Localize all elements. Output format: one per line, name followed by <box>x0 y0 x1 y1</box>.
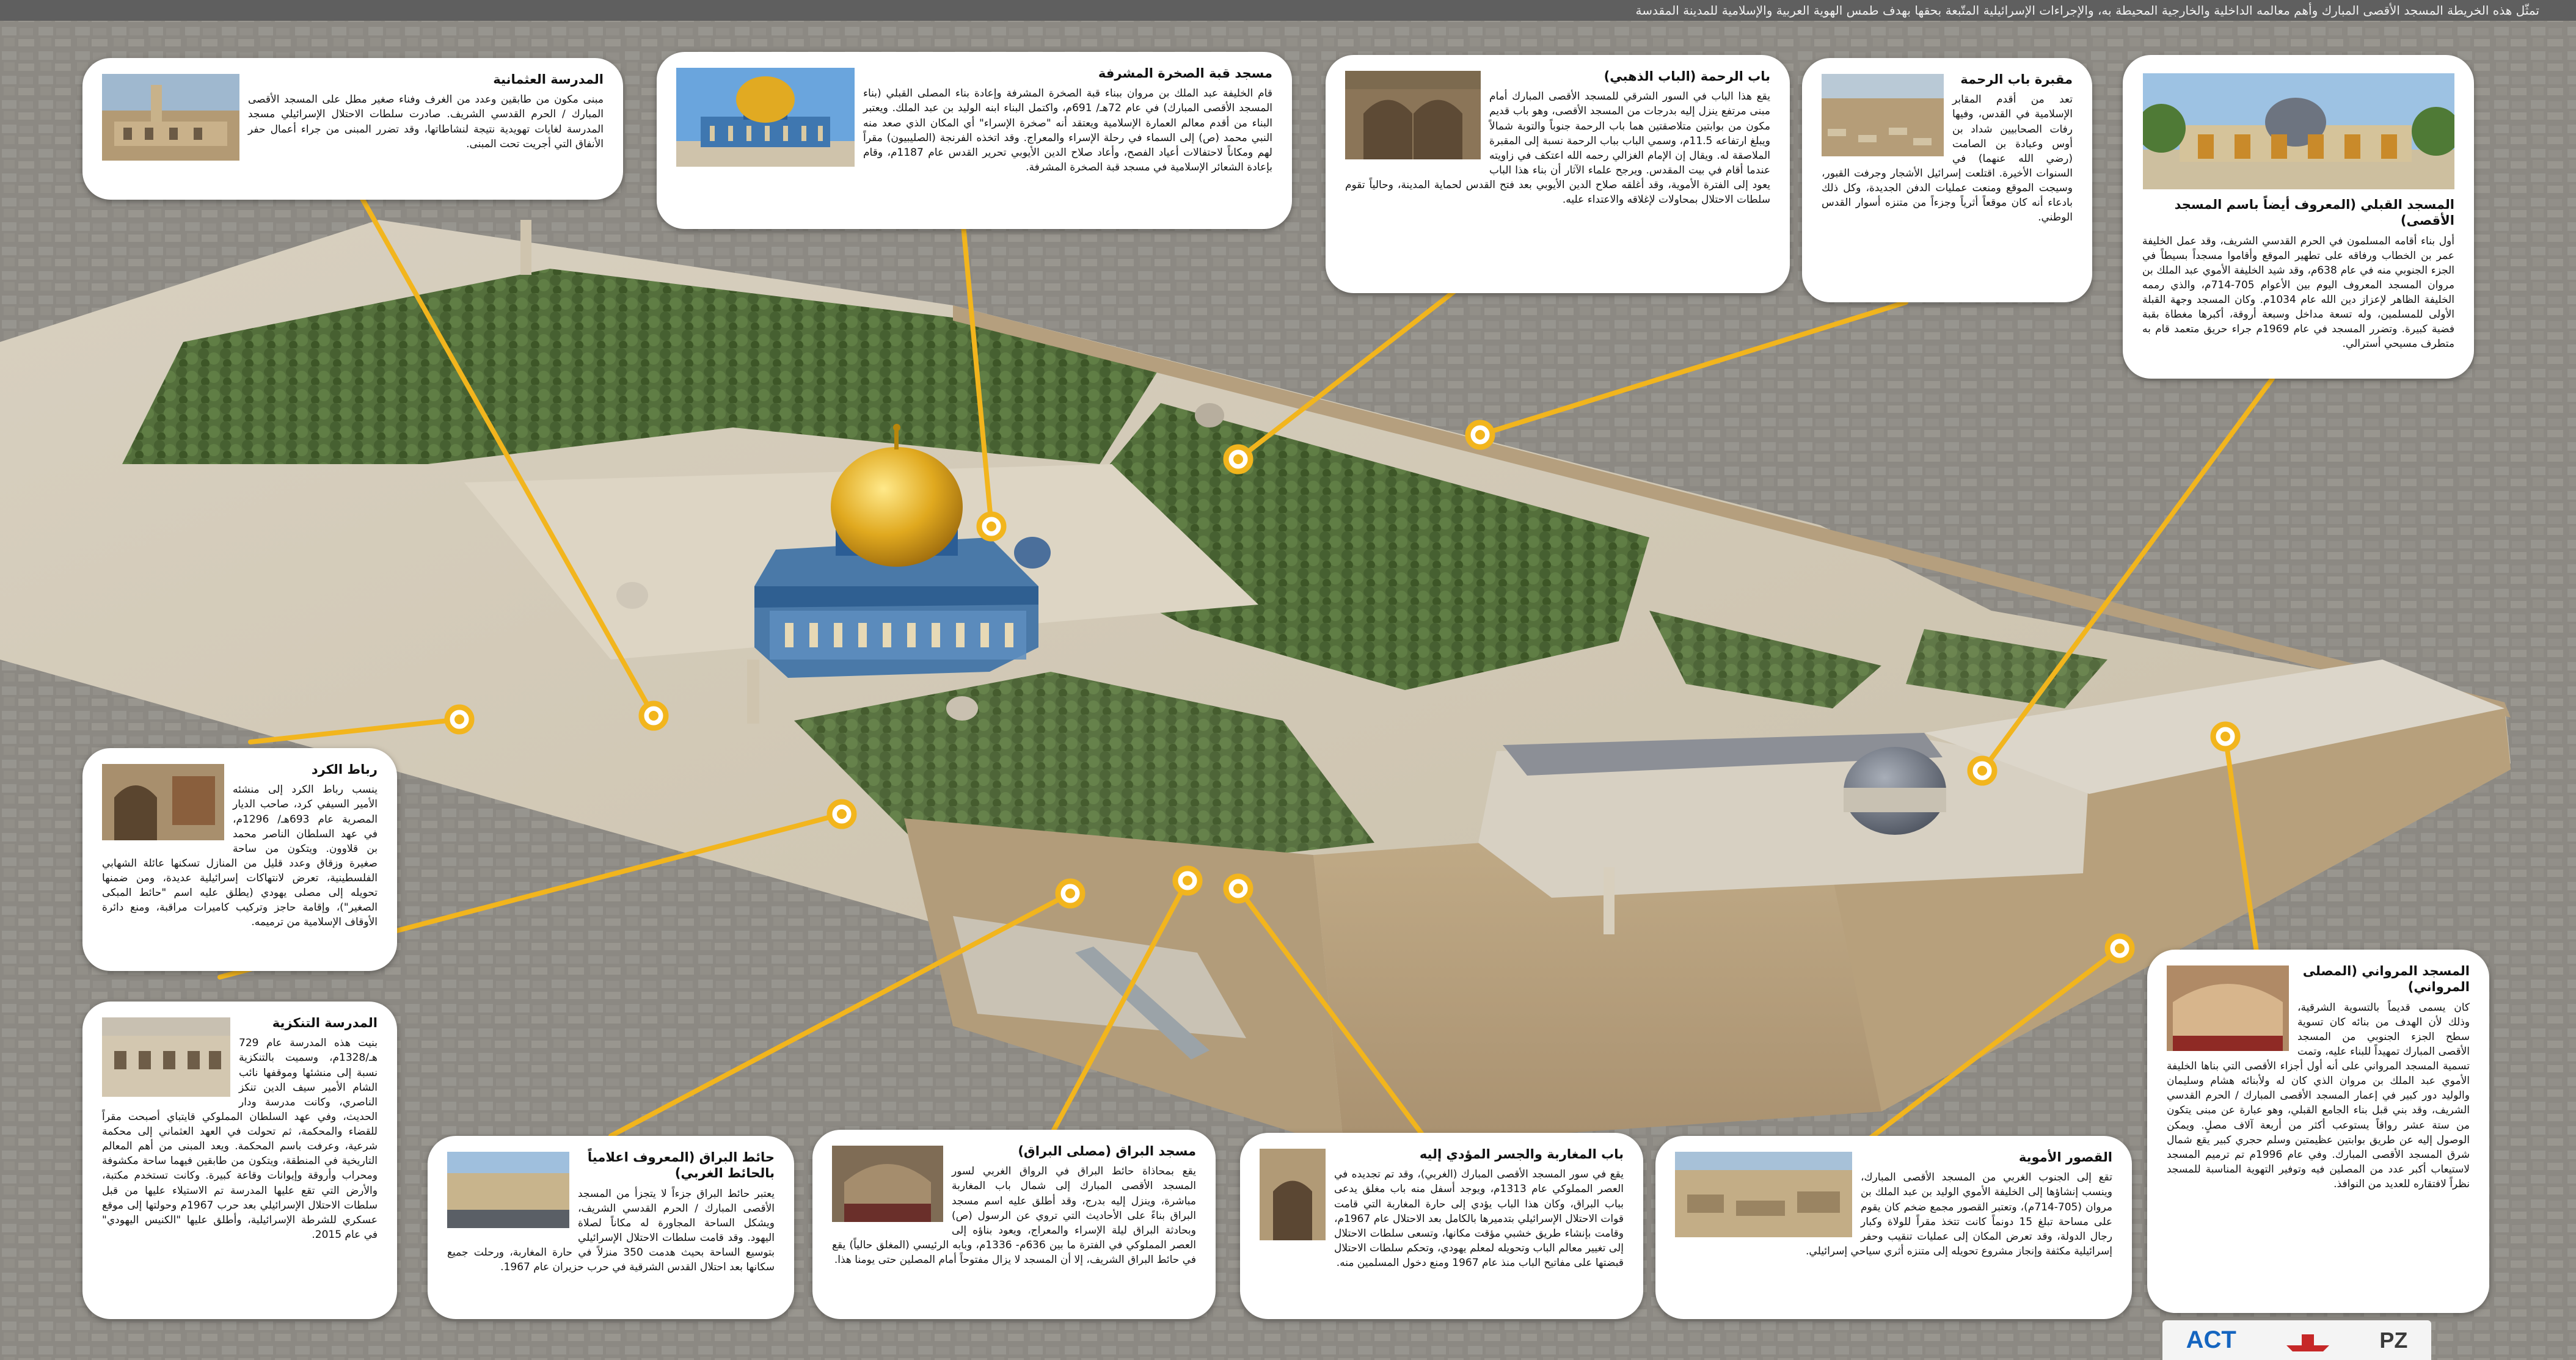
card-title: مقبرة باب الرحمة <box>1960 72 2073 87</box>
card-body: تعد من أقدم المقابر الإسلامية في القدس، وفيها رفات الصحابيين شداد بن أوس وعبادة بن الصامت (رضي الله عنهما) في السنوات الأخيرة. اقتلعت إسرائيل الأشجار وجرفت القبور، وسيجت الموقع ومنعت عمليات الدفن الجديدة، وكل ذلك بادعاء أنه كان موقعاً أثرياً وجزءاً من متنزه أسوار القدس الوطني. <box>1822 93 2073 224</box>
card-tankiziya <box>82 1002 397 1319</box>
card-body: يقع في سور المسجد الأقصى المبارك (الغربي)، وقد تم تجديده في العصر المملوكي عام 1313م، ويوجد أسفل منه باب مغلق يدعى بباب البراق، وكان هذا الباب يؤدي إلى حارة المغاربة التي قامت قوات الاحتلال الإسرائيلي بتدميرها بالكامل بعد الاحتلال عام 1967م، وقامت بإنشاء طريق خشبي مؤقت مكانها، وتسعى سلطات الاحتلال إلى تغيير معالم الباب وتحويله لمعلم يهودي، وتحكم سلطات الاحتلال قبضتها على مفاتيح الباب منذ عام 1967 ومنع دخول المسلمين منه. <box>1334 1168 1624 1269</box>
logo-ship-icon <box>2283 1328 2332 1353</box>
marwani-photo <box>2167 965 2289 1051</box>
logo-pz: PZ <box>2379 1327 2408 1353</box>
card-buraq-wall <box>428 1136 794 1319</box>
card-buraq-mosque <box>812 1130 1216 1319</box>
card-title: باب الرحمة (الباب الذهبي) <box>1604 69 1770 84</box>
card-rahma-cemetery <box>1802 58 2092 302</box>
card-body: مبنى مكون من طابقين وعدد من الغرف وفناء صغير مطل على المسجد الأقصى المبارك / الحرم القدسي الشريف. صادرت سلطات الاحتلال الإسرائيلي مسجد المدرسة لغايات تهويدية نتيجة لنشاطاتها، وقد تضرر المبنى من جراء أعمال حفر الأنفاق التي أجريت تحت المبنى. <box>248 93 604 150</box>
card-mughrabi-gate <box>1240 1133 1643 1319</box>
card-ottoman-school <box>82 58 623 200</box>
card-title: المسجد القبلي (المعروف أيضاً باسم المسجد الأقصى) <box>2174 197 2454 228</box>
card-title: حائط البراق (المعروف اعلامياً بالحائط الغربي) <box>587 1150 775 1181</box>
card-umayyad-palaces <box>1655 1136 2132 1319</box>
dome-rock-photo <box>676 68 855 167</box>
card-body: كان يسمى قديماً بالتسوية الشرقية، وذلك لأن الهدف من بنائه كان تسوية سطح الجزء الجنوبي من المسجد الأقصى المبارك تمهيداً للبناء عليه، وتمت تسمية المسجد المرواني على أنه أول أجزاء الأقصى التي بناها الخليفة الأموي عبد الملك بن مروان الذي كان له ولأبنائه هشام وسليمان والوليد دور كبير في إعمار المسجد الأقصى المبارك / الحرم القدسي الشريف، وقد بني قبل بناء الجامع القبلي، وهو عبارة عن مبنى يتكون من ستة عشر رواقاً يستوعب أكثر من أربعة آلاف مصلٍ. ويمكن الوصول إليه عن طريق بوابتين عظيمتين وسلم حجري كبير يقع شمال شرق المسجد الأقصى المبارك. وفي عام 1996م تم ترميم المسجد لاستيعاب أكبر عدد من المصلين فيه وتوفير التهوية المناسبة للمسجد نظراً لافتقاره للعديد من النوافذ. <box>2167 1001 2470 1190</box>
card-body: أول بناء أقامه المسلمون في الحرم القدسي الشريف، وقد عمل الخليفة عمر بن الخطاب ورفاقه على تطهير الموقع وأقاموا مسجداً بسيطاً في الجزء الجنوبي منه في عام 638م، وقد شيد الخليفة الأموي عبد الملك بن مروان المسجد المعروف اليوم بين الأعوام 705-714م، والذي رممه الخليفة الظاهر لإعزاز دين الله عام 1034م. وكان المسجد وجهة القبلة الأولى للمسلمين، وله تسعة مداخل وسبعة أروقة، أكبرها مغطاة بقبة فضية كبيرة. وتضرر المسجد في عام 1969م جراء حريق متعمد قام به متطرف مسيحي أسترالي. <box>2142 235 2455 351</box>
card-title: مسجد البراق (مصلى البراق) <box>1018 1144 1196 1158</box>
card-body: ينسب رباط الكرد إلى منشئه الأمير السيفي كرد، صاحب الديار المصرية عام 693هـ/ 1296م، في عهد السلطان الناصر محمد بن قلاوون. ويتكون من ساحة صغيرة وزقاق وعدد قليل من المنازل تسكنها عائلة الشهابي الفلسطينية، تعرض لانتهاكات إسرائيلية عديدة، ومن ضمنها تحويله إلى مصلى يهودي (يطلق عليه اسم "حائط المبكى الصغير")، وإقامة حاجز وتركيب كاميرات مراقبة، ومنع دائرة الأوقاف الإسلامية من ترميمه. <box>102 784 378 929</box>
golden-gate-photo <box>1345 71 1481 159</box>
logo-act: ACT <box>2186 1326 2236 1353</box>
card-title: القصور الأموية <box>2018 1150 2112 1165</box>
card-golden-gate <box>1326 55 1790 293</box>
card-title: باب المغاربة والجسر المؤدي إليه <box>1419 1147 1624 1162</box>
card-body: يعتبر حائط البراق جزءاً لا يتجزأ من المسجد الأقصى المبارك / الحرم القدسي الشريف، ويشكل الساحة المجاورة له مكاناً لصلاة اليهود. وقد قامت سلطات الاحتلال الإسرائيلي بتوسيع الساحة بحيث هدمت 350 منزلاً في حارة المغاربة، ورحلت جميع سكانها بعد احتلال القدس الشرقية في حرب حزيران عام 1967. <box>447 1187 775 1274</box>
rahma-cemetery-photo <box>1822 74 1944 156</box>
ottoman-school-photo <box>102 74 239 161</box>
buraq-wall-photo <box>447 1152 569 1228</box>
card-title: المدرسة التنكزية <box>272 1016 378 1030</box>
card-title: المدرسة العثمانية <box>493 72 604 87</box>
card-body: تقع إلى الجنوب الغربي من المسجد الأقصى المبارك، وينسب إنشاؤها إلى الخليفة الأموي الوليد بن عبد الملك بن مروان (705-714م)، وتعتبر القصور مجمع ضخم كان يقوم على مساحة تبلغ 15 دونماً كانت تتخذ مقراً للولاة وكبار رجال الدولة، وقد تعرض المكان إلى عمليات تنقيب وحفر إسرائيلية مكثفة وإنجاز مشروع تحويله إلى متنزه أثري سياحي إسرائيلي. <box>1806 1171 2112 1257</box>
card-qibli-mosque <box>2123 55 2474 379</box>
top-banner: تمثّل هذه الخريطة المسجد الأقصى المبارك وأهم معالمه الداخلية والخارجية المحيطة به، والإجراءات الإسرائيلية المتّبعة بحقها بهدف طمس الهوية العربية والإسلامية للمدينة المقدسة <box>0 0 2576 21</box>
card-body: يقع بمحاذاة حائط البراق في الرواق الغربي لسور المسجد الأقصى المبارك إلى شمال باب المغاربة مباشرة، وينزل إليه بدرج، وقد أطلق عليه اسم مسجد البراق بناءً على الأحاديث التي تروي عن الرسول (ص) وبحادثة البراق ليلة الإسراء والمعراج، ويعود بناؤه إلى العصر المملوكي في الفترة ما بين 636م- 1336م، وبابه الرئيسي (المغلق حالياً) يقع في حائط البراق الشريف، إلا أن المسجد لا يزال مفتوحاً أمام المصلين حتى يومنا هذا. <box>832 1165 1196 1266</box>
card-marwani <box>2147 950 2489 1313</box>
footer-logos <box>2162 1320 2431 1360</box>
qibli-mosque-photo <box>2143 73 2454 189</box>
card-ribat-kurd <box>82 748 397 971</box>
buraq-mosque-photo <box>832 1146 943 1222</box>
card-title: المسجد المرواني (المصلى المرواني) <box>2302 964 2470 995</box>
umayyad-palaces-photo <box>1675 1152 1852 1237</box>
card-body: يقع هذا الباب في السور الشرقي للمسجد الأقصى المبارك أمام مبنى مرتفع ينزل إليه بدرجات من المسجد الأقصى، وهو باب قديم مكون من بوابتين متلاصقتين هما باب الرحمة جنوباً والتوبة شمالاً ويبلغ ارتفاعه 11.5م، وسمي الباب بباب الرحمة نسبة إلى المقبرة الملاصقة له. ويقال إن الإمام الغزالي رحمه الله اعتكف في زاويته عندما أقام في بيت المقدس. ويرجح علماء الآثار أن بناء هذا الباب يعود إلى الفترة الأموية، وقد أغلقه صلاح الدين الأيوبي بعد فتح القدس لحماية المدينة، وحالياً تقوم سلطات الاحتلال بمحاولات لإغلاقه والاعتداء عليه. <box>1345 90 1770 206</box>
tankiziya-photo <box>102 1017 230 1097</box>
card-dome-rock <box>657 52 1292 229</box>
card-title: رباط الكرد <box>311 762 378 777</box>
mughrabi-gate-photo <box>1260 1149 1326 1240</box>
card-title: مسجد قبة الصخرة المشرفة <box>1098 66 1272 81</box>
card-body: بنيت هذه المدرسة عام 729 هـ/1328م، وسميت بالتنكزية نسبة إلى منشئها وموقفها نائب الشام الأمير سيف الدين تنكز الناصري، وكانت مدرسة ودار الحديث، وفي عهد السلطان المملوكي قايتباي أصبحت مقراً للقضاء والمحكمة، ثم تحولت في العهد العثماني إلى محكمة شرعية، وعرفت باسم المحكمة. ويعد المبنى من أهم المعالم التاريخية في المنطقة، ويتكون من طابقين فيهما ساحة مكشوفة ومحراب وأروقة وإيوانات وقاعة كبيرة. وكانت تستخدم مكتبة، والأرض التي تقع عليها المدرسة تم الاستيلاء عليها من قبل سلطات الاحتلال الإسرائيلي بعد حرب 1967م وحولتها إلى موقع عسكري للشرطة الإسرائيلية، وأطلق عليها "الكنيس اليهودي" في عام 2015. <box>102 1037 378 1241</box>
ribat-kurd-photo <box>102 764 224 840</box>
card-body: قام الخليفة عبد الملك بن مروان ببناء قبة الصخرة المشرفة وإعادة بناء المصلى القبلي (بناء المسجد الأقصى المبارك) في عام 72هـ/ 691م، واكتمل البناء ابنه الوليد بن عبد الملك. ويعتبر البناء من أقدم معالم العمارة الإسلامية ويعتقد أنه "صخرة الإسراء" أي المكان الذي صعد منه النبي محمد (ص) إلى السماء في رحلة الإسراء والمعراج. وقد اتخذه الفرنجة (الصليبيون) مقراً لهم ومكاناً لاحتفالات أعياد الفصح، وأعاد صلاح الدين الأيوبي تحرير القدس عام 1187م، وقام بإعادة الشعائر الإسلامية في مسجد قبة الصخرة المشرفة. <box>863 87 1273 173</box>
